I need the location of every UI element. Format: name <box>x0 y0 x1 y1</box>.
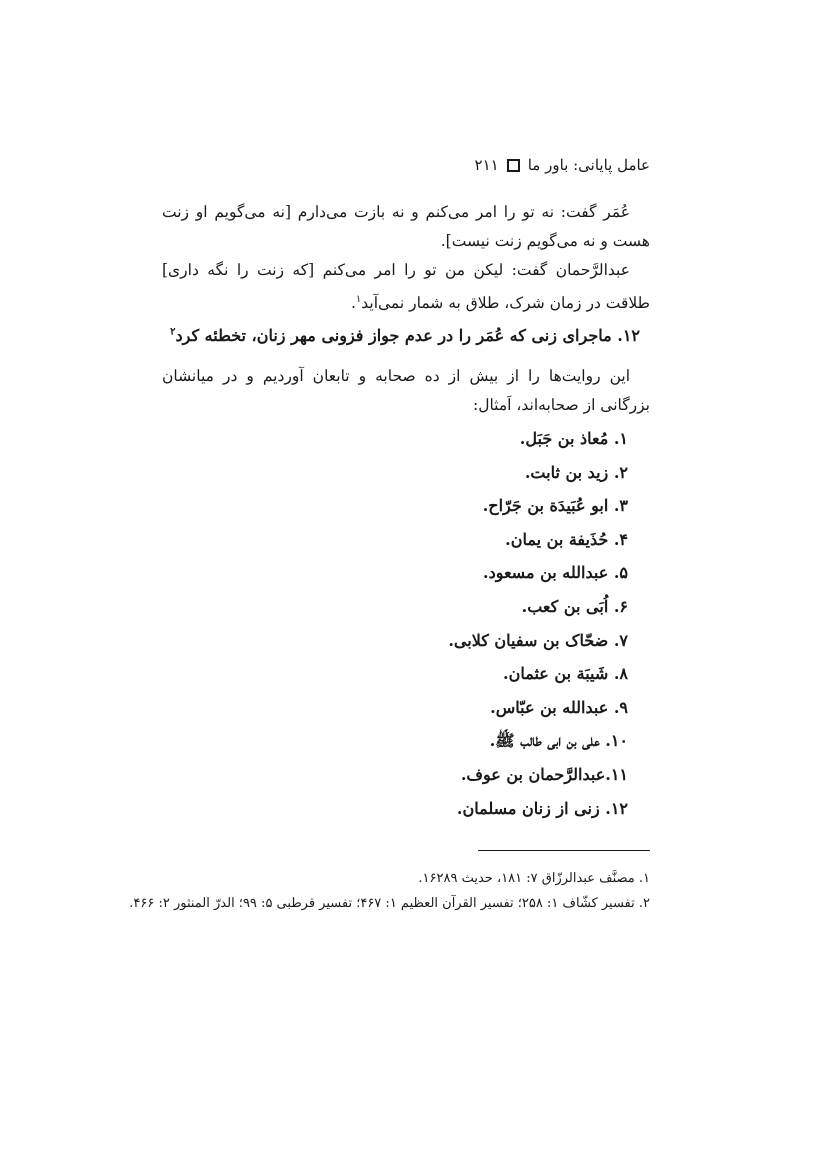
list-item: ۹. عبدالله بن عبّاس. <box>490 697 628 717</box>
list-item: ۴. حُذَیفة بن یمان. <box>505 529 628 549</box>
section-heading-text: ۱۲. ماجرای زنی که عُمَر را در عدم جواز فزونی مهر زنان، تخطئه کرد <box>175 326 640 345</box>
body-text-top <box>162 198 650 318</box>
footnote-1: ۱. مصنَّف عبدالرزّاق ۷: ۱۸۱، حدیث ۱۶۲۸۹. <box>418 871 650 886</box>
paragraph-umar: عُمَر گفت: نه تو را امر می‌کنم و نه بازت می‌دارم [نه می‌گویم او زنت هست و نه می‌گویم زنت نیست]. <box>162 203 650 250</box>
list-item: ۱۱.عبدالرَّحمان بن عوف. <box>460 764 628 784</box>
list-item: ۳. ابو عُبَیدَة بن جَرّاح. <box>482 496 628 516</box>
footnote-ref-2[interactable]: ۲ <box>170 326 176 338</box>
square-separator-icon <box>507 159 520 172</box>
body-text-intro <box>162 362 650 420</box>
list-item: ۲. زید بن ثابت. <box>524 462 628 482</box>
list-item: ۱۲. زنی از زنان مسلمان. <box>456 798 628 818</box>
list-item: ۱. مُعاذ بن جَبَل. <box>519 429 628 448</box>
section-intro: این روایت‌ها را از بیش از ده صحابه و تابعان آوردیم و در میانشان بزرگانی از صحابه‌اند، اَمثال: <box>162 367 650 414</box>
paragraph-abdulrahman-text: عبدالرَّحمان گفت: لیکن من تو را امر می‌کنم [که زنت را نگه داری] طلاقت در زمان شرک، طلاق به شمار نمی‌آید <box>162 261 650 313</box>
paragraph-abdulrahman: عبدالرَّحمان گفت: لیکن من تو را امر می‌کنم [که زنت را نگه داری] طلاقت در زمان شرک، طلاق به شمار نمی‌آید$^۱$. <box>162 261 650 313</box>
list-item: ۶. اُبَی بن کعب. <box>521 596 628 616</box>
footnotes <box>129 866 650 916</box>
footnote-ref-1[interactable]: ۱ <box>355 294 362 305</box>
footnote-divider <box>478 850 650 851</box>
list-item: ۵. عبدالله بن مسعود. <box>483 563 628 583</box>
page-number: ۲۱۱ <box>474 156 499 174</box>
footnote-2: ۲. تفسیر کشّاف ۱: ۲۵۸؛ تفسیر القرآن العظیم ۱: ۴۶۷؛ تفسیر قرطبی ۵: ۹۹؛ الدرّ المنثور ۲: ۴۶۶. <box>129 896 650 911</box>
list-item: ۱۰. علی بن ابی طالب ﷺ. <box>489 731 628 751</box>
running-title: عامل پایانی: باور ما <box>527 156 650 174</box>
list-item: ۸. شَیبَة بن عثمان. <box>503 664 628 684</box>
companions-list <box>448 422 628 825</box>
page-header <box>475 156 650 174</box>
section-heading <box>170 326 640 345</box>
list-item: ۷. ضحّاک بن سفیان کلابی. <box>448 630 628 650</box>
